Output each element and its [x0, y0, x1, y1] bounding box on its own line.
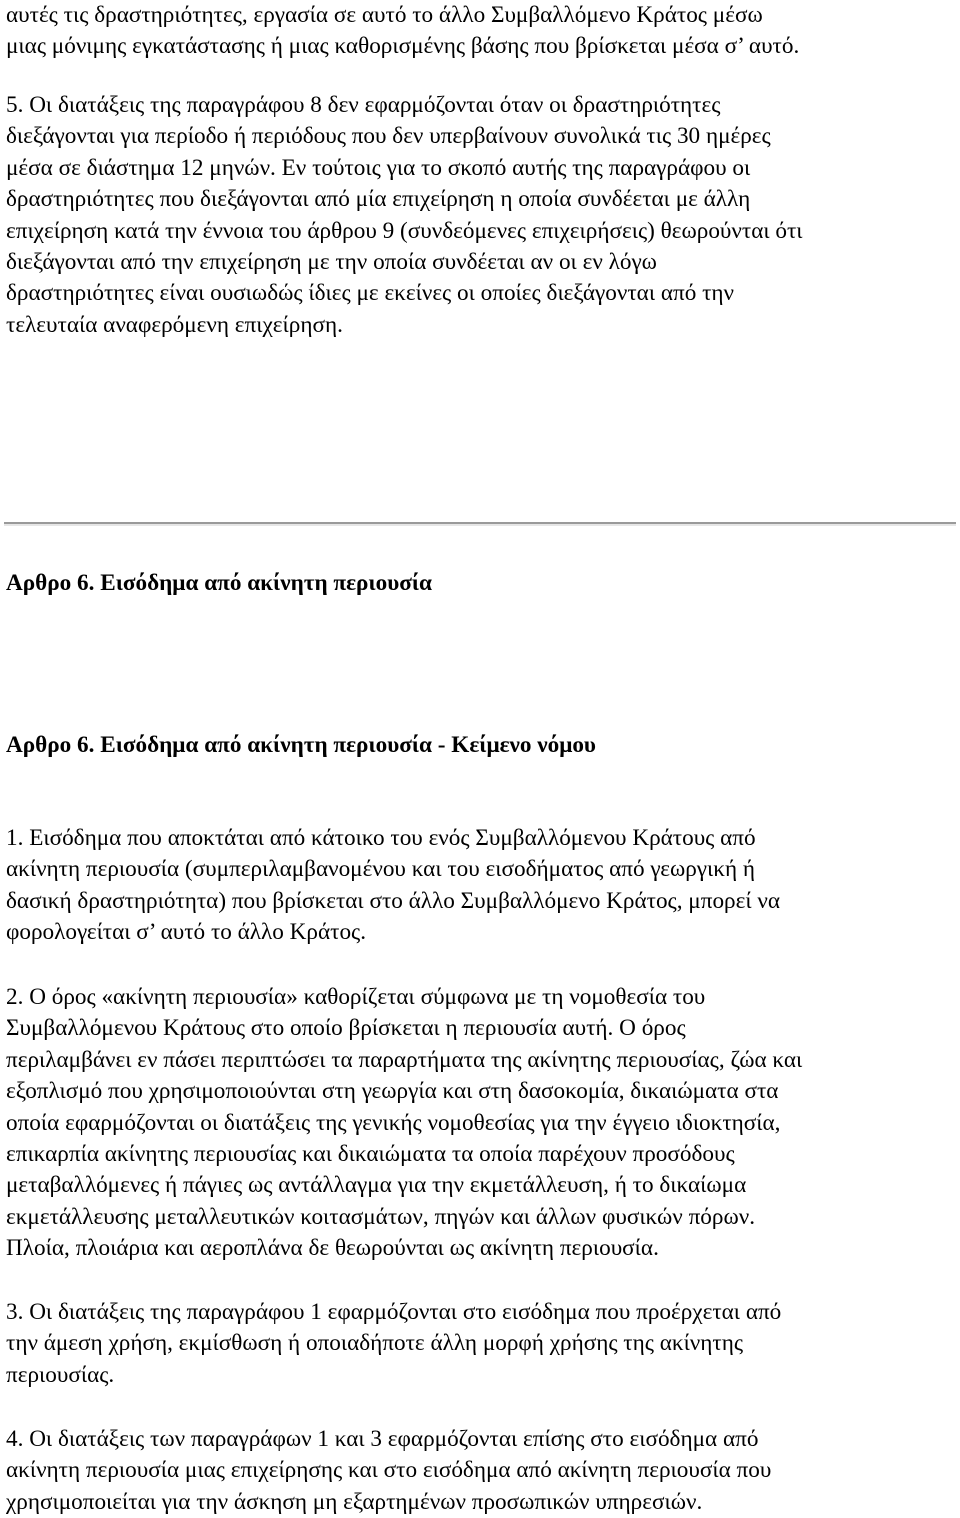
article-paragraph-2: 2. Ο όρος «ακίνητη περιουσία» καθορίζεται σύμφωνα με τη νομοθεσία του Συμβαλλόμενου Κράτους στο οποίο βρίσκεται η περιουσία αυτή. Ο όρος περιλαμβάνει εν πάσει περιπτώσει τα παραρτήματα της ακίνητης περιουσίας, ζώα και εξοπλισμό που χρησιμοποιούνται στη γεωργία και στη δασοκομία, δικαιώματα στα οποία εφαρμόζονται οι διατάξεις της γενικής νομοθεσίας για την έγγειο ιδιοκτησία, επικαρπία ακίνητης περιουσίας και δικαιώματα τα οποία παρέχουν προσόδους μεταβαλλόμενες ή πάγιες ως αντάλλαγμα για την εκμετάλλευση, ή το δικαίωμα εκμετάλλευσης μεταλλευτικών κοιτασμάτων, πηγών και άλλων φυσικών πόρων. Πλοία, πλοιάρια και αεροπλάνα δε θεωρούνται ως ακίνητη περιουσία.	[6, 984, 803, 1262]
article-text-heading: Αρθρο 6. Εισόδημα από ακίνητη περιουσία - Κείμενο νόμου	[6, 732, 596, 758]
paragraph-continuation: αυτές τις δραστηριότητες, εργασία σε αυτό το άλλο Συμβαλλόμενο Κράτος μέσω μιας μόνιμης εγκατάστασης ή μιας καθορισμένης βάσης που βρίσκεται μέσα σ’ αυτό.	[6, 2, 800, 60]
article-paragraph-1: 1. Εισόδημα που αποκτάται από κάτοικο του ενός Συμβαλλόμενου Κράτους από ακίνητη περιουσία (συμπεριλαμβανομένου και του εισοδήματος από γεωργική ή δασική δραστηριότητα) που βρίσκεται στο άλλο Συμβαλλόμενο Κράτος, μπορεί να φορολογείται σ’ αυτό το άλλο Κράτος.	[6, 825, 781, 946]
article-paragraph-4: 4. Οι διατάξεις των παραγράφων 1 και 3 εφαρμόζονται επίσης στο εισόδημα από ακίνητη περιουσία μιας επιχείρησης και στο εισόδημα από ακίνητη περιουσία που χρησιμοποιείται για την άσκηση μη εξαρτημένων προσωπικών υπηρεσιών.	[6, 1426, 772, 1515]
paragraph-5: 5. Οι διατάξεις της παραγράφου 8 δεν εφαρμόζονται όταν οι δραστηριότητες διεξάγονται για περίοδο ή περιόδους που δεν υπερβαίνουν συνολικά τις 30 ημέρες μέσα σε διάστημα 12 μηνών. Εν τούτοις για το σκοπό αυτής της παραγράφου οι δραστηριότητες που διεξάγονται από μία επιχείρηση η οποία συνδέεται με άλλη επιχείρηση κατά την έννοια του άρθρου 9 (συνδεόμενες επιχειρήσεις) θεωρούνται ότι διεξάγονται από την επιχείρηση με την οποία συνδέεται αν οι εν λόγω δραστηριότητες είναι ουσιωδώς ίδιες με εκείνες οι οποίες διεξάγονται από την τελευταία αναφερόμενη επιχείρηση.	[6, 92, 803, 338]
article-paragraph-3: 3. Οι διατάξεις της παραγράφου 1 εφαρμόζονται στο εισόδημα που προέρχεται από την άμεση χρήση, εκμίσθωση ή οποιαδήποτε άλλη μορφή χρήσης της ακίνητης περιουσίας.	[6, 1299, 782, 1388]
section-divider	[4, 522, 956, 526]
article-heading: Αρθρο 6. Εισόδημα από ακίνητη περιουσία	[6, 570, 432, 596]
